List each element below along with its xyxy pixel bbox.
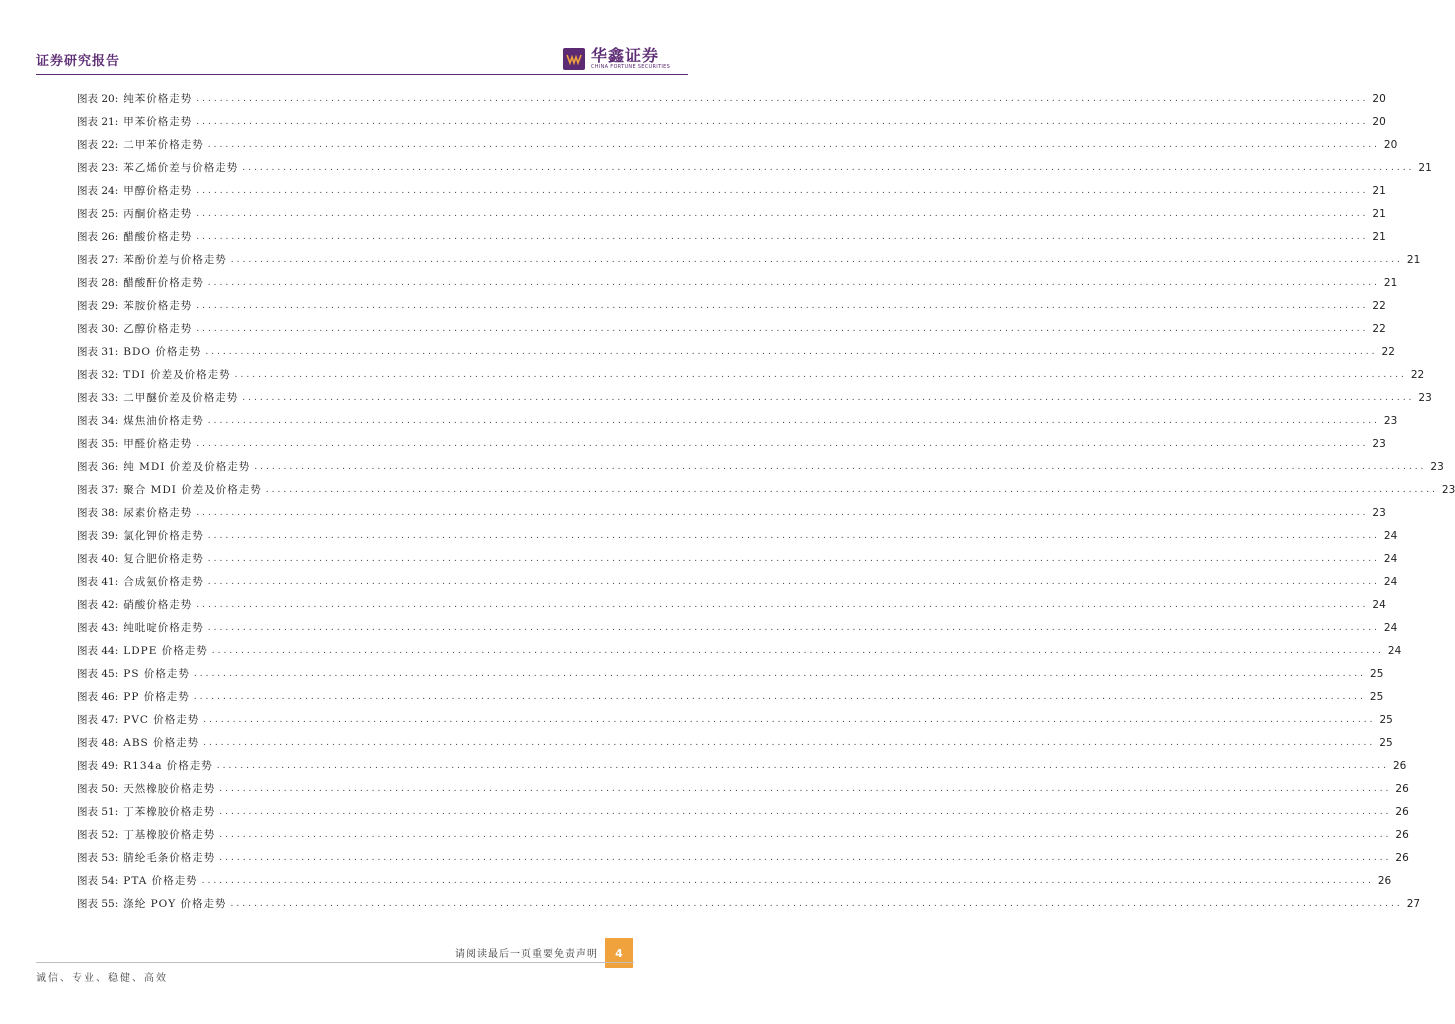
toc-entry[interactable]	[77, 823, 1409, 846]
toc-entry-label: PS 价格走势	[123, 668, 190, 680]
toc-dot-leader: ........................................................................................................................................................................................................	[196, 323, 1369, 334]
toc-entry-label: TDI 价差及价格走势	[123, 369, 231, 381]
toc-entry-page: 20	[1372, 92, 1386, 105]
toc-entry-label: 氯化钾价格走势	[123, 530, 204, 542]
toc-entry[interactable]	[77, 432, 1386, 455]
toc-entry-number: 图表 27:	[77, 254, 119, 266]
toc-dot-leader: ........................................................................................................................................................................................................	[196, 300, 1369, 311]
disclaimer-note: 请阅读最后一页重要免责声明	[455, 949, 598, 960]
toc-entry-number: 图表 38:	[77, 507, 119, 519]
toc-entry[interactable]	[77, 110, 1386, 133]
toc-dot-leader: ........................................................................................................................................................................................................	[196, 208, 1369, 219]
toc-entry-label: 甲醛价格走势	[123, 438, 193, 450]
toc-dot-leader: ........................................................................................................................................................................................................	[207, 553, 1380, 564]
toc-entry[interactable]	[77, 363, 1425, 386]
figure-index	[77, 87, 1455, 915]
toc-entry-number: 图表 28:	[77, 277, 119, 289]
toc-entry-number: 图表 33:	[77, 392, 119, 404]
toc-dot-leader: ........................................................................................................................................................................................................	[230, 254, 1403, 265]
toc-entry-label: 腈纶毛条价格走势	[123, 852, 216, 864]
toc-entry-label: 醋酸酐价格走势	[123, 277, 204, 289]
toc-entry-number: 图表 42:	[77, 599, 119, 611]
toc-entry-page: 25	[1370, 667, 1384, 680]
logo-mark-icon	[563, 48, 585, 70]
toc-entry-page: 24	[1387, 644, 1402, 657]
toc-dot-leader: ........................................................................................................................................................................................................	[196, 438, 1369, 449]
toc-entry-label: 煤焦油价格走势	[123, 415, 204, 427]
toc-dot-leader: ........................................................................................................................................................................................................	[196, 507, 1369, 518]
toc-entry-page: 21	[1372, 184, 1386, 197]
toc-entry-page: 26	[1395, 851, 1409, 864]
toc-entry-label: 丁基橡胶价格走势	[123, 829, 216, 841]
toc-entry[interactable]	[77, 731, 1393, 754]
toc-dot-leader: ........................................................................................................................................................................................................	[196, 93, 1369, 104]
toc-entry-number: 图表 48:	[77, 737, 119, 749]
toc-dot-leader: ........................................................................................................................................................................................................	[234, 369, 1407, 380]
toc-entry-number: 图表 53:	[77, 852, 119, 864]
toc-entry-page: 26	[1392, 759, 1407, 772]
toc-entry-page: 23	[1430, 460, 1444, 473]
toc-entry-page: 21	[1418, 161, 1432, 174]
toc-entry-number: 图表 24:	[77, 185, 119, 197]
toc-entry-label: PTA 价格走势	[123, 875, 198, 887]
toc-entry-number: 图表 23:	[77, 162, 119, 174]
toc-entry[interactable]	[77, 87, 1386, 110]
page-number-badge: 4	[605, 938, 633, 968]
toc-dot-leader: ........................................................................................................................................................................................................	[242, 162, 1415, 173]
toc-dot-leader: ........................................................................................................................................................................................................	[219, 783, 1392, 794]
toc-entry-label: 苯酚价差与价格走势	[123, 254, 227, 266]
toc-entry[interactable]	[77, 455, 1444, 478]
toc-entry-page: 27	[1406, 897, 1421, 910]
toc-entry-page: 25	[1379, 713, 1393, 726]
toc-entry-page: 23	[1441, 483, 1455, 496]
toc-entry-number: 图表 41:	[77, 576, 119, 588]
toc-entry[interactable]	[77, 708, 1393, 731]
toc-entry-page: 22	[1410, 368, 1425, 381]
toc-entry[interactable]	[77, 133, 1398, 156]
toc-entry[interactable]	[77, 524, 1398, 547]
toc-dot-leader: ........................................................................................................................................................................................................	[230, 898, 1403, 909]
toc-entry-page: 25	[1369, 690, 1384, 703]
report-type-title: 证券研究报告	[36, 54, 121, 69]
toc-entry-label: 聚合 MDI 价差及价格走势	[123, 484, 262, 496]
toc-entry-page: 26	[1395, 805, 1409, 818]
toc-entry-label: 纯吡啶价格走势	[123, 622, 204, 634]
toc-entry-number: 图表 51:	[77, 806, 119, 818]
toc-entry[interactable]	[77, 869, 1392, 892]
toc-entry[interactable]	[77, 639, 1402, 662]
toc-entry-number: 图表 47:	[77, 714, 119, 726]
toc-entry[interactable]	[77, 202, 1386, 225]
toc-entry-page: 20	[1372, 115, 1386, 128]
toc-entry-label: 醋酸价格走势	[123, 231, 193, 243]
toc-entry[interactable]	[77, 754, 1407, 777]
toc-entry[interactable]	[77, 225, 1386, 248]
toc-entry-page: 23	[1383, 414, 1398, 427]
toc-entry-page: 22	[1372, 322, 1386, 335]
toc-entry-label: 苯胺价格走势	[123, 300, 193, 312]
toc-dot-leader: ........................................................................................................................................................................................................	[203, 714, 1376, 725]
toc-entry-page: 21	[1372, 207, 1386, 220]
toc-entry-page: 24	[1383, 529, 1398, 542]
toc-dot-leader: ........................................................................................................................................................................................................	[205, 346, 1378, 357]
toc-entry-label: 复合肥价格走势	[123, 553, 204, 565]
toc-entry-number: 图表 35:	[77, 438, 119, 450]
toc-dot-leader: ........................................................................................................................................................................................................	[254, 461, 1427, 472]
toc-entry-page: 21	[1383, 276, 1398, 289]
toc-dot-leader: ........................................................................................................................................................................................................	[207, 530, 1380, 541]
header-divider	[36, 74, 688, 75]
toc-entry-number: 图表 21:	[77, 116, 119, 128]
toc-entry-page: 24	[1383, 575, 1398, 588]
toc-dot-leader: ........................................................................................................................................................................................................	[193, 668, 1367, 679]
toc-dot-leader: ........................................................................................................................................................................................................	[196, 116, 1369, 127]
toc-entry[interactable]	[77, 248, 1421, 271]
toc-entry-page: 24	[1383, 621, 1398, 634]
toc-entry-page: 23	[1418, 391, 1432, 404]
toc-entry-page: 22	[1381, 345, 1395, 358]
toc-entry-label: ABS 价格走势	[123, 737, 200, 749]
toc-dot-leader: ........................................................................................................................................................................................................	[207, 415, 1380, 426]
toc-entry-number: 图表 20:	[77, 93, 119, 105]
company-logo	[563, 46, 670, 72]
toc-dot-leader: ........................................................................................................................................................................................................	[207, 139, 1380, 150]
toc-entry-number: 图表 55:	[77, 898, 119, 910]
toc-entry[interactable]	[77, 593, 1386, 616]
toc-entry[interactable]	[77, 685, 1384, 708]
toc-entry[interactable]	[77, 570, 1398, 593]
toc-entry[interactable]	[77, 800, 1409, 823]
toc-entry-number: 图表 34:	[77, 415, 119, 427]
toc-entry-number: 图表 44:	[77, 645, 119, 657]
toc-entry[interactable]	[77, 156, 1432, 179]
toc-dot-leader: ........................................................................................................................................................................................................	[242, 392, 1415, 403]
toc-entry-number: 图表 31:	[77, 346, 119, 358]
toc-dot-leader: ........................................................................................................................................................................................................	[219, 806, 1392, 817]
toc-entry-label: 甲苯价格走势	[123, 116, 193, 128]
toc-entry[interactable]	[77, 340, 1395, 363]
toc-dot-leader: ........................................................................................................................................................................................................	[207, 277, 1380, 288]
toc-entry[interactable]	[77, 616, 1398, 639]
toc-entry[interactable]	[77, 501, 1386, 524]
toc-entry-label: 丁苯橡胶价格走势	[123, 806, 216, 818]
company-motto: 诚信、专业、稳健、高效	[36, 973, 168, 984]
toc-entry-number: 图表 29:	[77, 300, 119, 312]
toc-dot-leader: ........................................................................................................................................................................................................	[201, 875, 1374, 886]
toc-entry[interactable]	[77, 846, 1409, 869]
footer-divider	[36, 962, 634, 963]
toc-entry-label: PVC 价格走势	[123, 714, 200, 726]
toc-entry-label: LDPE 价格走势	[123, 645, 208, 657]
toc-entry[interactable]	[77, 294, 1386, 317]
toc-entry-label: 二甲醚价差及价格走势	[123, 392, 239, 404]
toc-entry-page: 21	[1372, 230, 1386, 243]
toc-entry-number: 图表 54:	[77, 875, 119, 887]
toc-entry-number: 图表 49:	[77, 760, 119, 772]
toc-dot-leader: ........................................................................................................................................................................................................	[207, 622, 1380, 633]
toc-entry-page: 20	[1383, 138, 1398, 151]
toc-entry[interactable]	[77, 317, 1386, 340]
toc-entry[interactable]	[77, 892, 1421, 915]
toc-dot-leader: ........................................................................................................................................................................................................	[219, 852, 1392, 863]
toc-entry[interactable]	[77, 662, 1384, 685]
toc-entry-page: 23	[1372, 437, 1386, 450]
toc-entry[interactable]	[77, 386, 1432, 409]
toc-entry-page: 25	[1379, 736, 1393, 749]
toc-dot-leader: ........................................................................................................................................................................................................	[216, 760, 1389, 771]
toc-entry[interactable]	[77, 547, 1398, 570]
toc-entry-number: 图表 32:	[77, 369, 119, 381]
toc-entry-label: 合成氨价格走势	[123, 576, 204, 588]
toc-dot-leader: ........................................................................................................................................................................................................	[207, 576, 1380, 587]
toc-entry[interactable]	[77, 777, 1409, 800]
toc-entry-number: 图表 25:	[77, 208, 119, 220]
toc-entry-page: 21	[1406, 253, 1421, 266]
toc-dot-leader: ........................................................................................................................................................................................................	[193, 691, 1366, 702]
toc-dot-leader: ........................................................................................................................................................................................................	[211, 645, 1384, 656]
toc-entry[interactable]	[77, 478, 1455, 501]
toc-entry-number: 图表 50:	[77, 783, 119, 795]
toc-entry-number: 图表 30:	[77, 323, 119, 335]
toc-entry-page: 22	[1372, 299, 1386, 312]
toc-entry-label: 丙酮价格走势	[123, 208, 193, 220]
toc-dot-leader: ........................................................................................................................................................................................................	[265, 484, 1438, 495]
toc-entry-number: 图表 40:	[77, 553, 119, 565]
toc-entry-label: 硝酸价格走势	[123, 599, 193, 611]
toc-entry-label: 尿素价格走势	[123, 507, 193, 519]
toc-entry-label: 二甲苯价格走势	[123, 139, 204, 151]
toc-entry-label: 纯苯价格走势	[123, 93, 193, 105]
toc-dot-leader: ........................................................................................................................................................................................................	[196, 231, 1369, 242]
toc-dot-leader: ........................................................................................................................................................................................................	[196, 599, 1369, 610]
toc-entry-label: 天然橡胶价格走势	[123, 783, 216, 795]
toc-entry-label: 苯乙烯价差与价格走势	[123, 162, 239, 174]
toc-entry-number: 图表 39:	[77, 530, 119, 542]
toc-entry-label: BDO 价格走势	[123, 346, 202, 358]
toc-entry-page: 24	[1383, 552, 1398, 565]
toc-entry-label: 涤纶 POY 价格走势	[123, 898, 227, 910]
toc-entry-label: 纯 MDI 价差及价格走势	[123, 461, 251, 473]
toc-entry-number: 图表 36:	[77, 461, 119, 473]
toc-entry-number: 图表 46:	[77, 691, 119, 703]
logo-english-name: CHINA FORTUNE SECURITIES	[591, 64, 671, 70]
toc-dot-leader: ........................................................................................................................................................................................................	[196, 185, 1369, 196]
toc-dot-leader: ........................................................................................................................................................................................................	[219, 829, 1392, 840]
toc-entry-page: 23	[1372, 506, 1386, 519]
toc-entry-number: 图表 37:	[77, 484, 119, 496]
toc-entry-page: 26	[1377, 874, 1392, 887]
toc-entry-label: R134a 价格走势	[123, 760, 213, 772]
toc-entry[interactable]	[77, 409, 1398, 432]
toc-entry[interactable]	[77, 271, 1398, 294]
toc-entry-number: 图表 45:	[77, 668, 119, 680]
toc-entry[interactable]	[77, 179, 1386, 202]
toc-entry-number: 图表 26:	[77, 231, 119, 243]
toc-entry-number: 图表 52:	[77, 829, 119, 841]
toc-entry-page: 26	[1395, 828, 1409, 841]
logo-chinese-name: 华鑫证券	[591, 46, 660, 65]
toc-entry-page: 26	[1395, 782, 1409, 795]
toc-entry-page: 24	[1372, 598, 1386, 611]
toc-entry-label: 乙醇价格走势	[123, 323, 193, 335]
toc-entry-label: 甲醇价格走势	[123, 185, 193, 197]
toc-dot-leader: ........................................................................................................................................................................................................	[203, 737, 1376, 748]
toc-entry-number: 图表 43:	[77, 622, 119, 634]
toc-entry-number: 图表 22:	[77, 139, 119, 151]
toc-entry-label: PP 价格走势	[123, 691, 190, 703]
